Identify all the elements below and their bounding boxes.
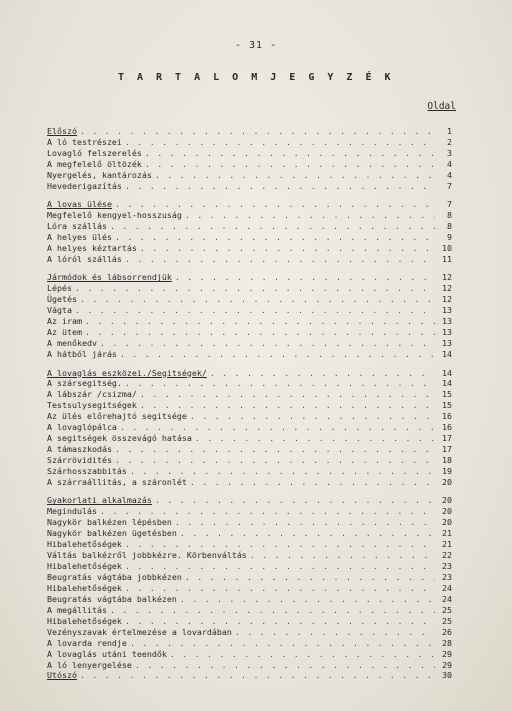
toc-entry-row xyxy=(47,477,452,488)
dot-leader xyxy=(125,539,435,550)
toc-entry-row xyxy=(47,181,452,192)
toc-entry-label: Az ülés előrehajtó segitsége xyxy=(47,411,187,422)
dot-leader xyxy=(180,528,435,539)
toc-entry-label: A lóról szállás xyxy=(47,253,122,264)
toc-entry-label: A szárraállitás, a száronlét xyxy=(47,476,187,487)
toc-entry-label: Lovagló felszerelés xyxy=(47,147,142,158)
toc-entry-page: 15 xyxy=(442,389,452,400)
toc-entry-row xyxy=(47,627,452,638)
dot-leader xyxy=(85,327,435,338)
toc-entry-label: Jármódok és lábsorrendjük xyxy=(47,272,172,283)
toc-entry-row xyxy=(47,221,452,232)
toc-entry-page: 21 xyxy=(442,539,452,550)
toc-entry-page: 24 xyxy=(442,582,452,593)
toc-entry-label: Ügetés xyxy=(47,294,77,305)
dot-leader xyxy=(125,616,435,627)
toc-entry-page: 25 xyxy=(442,615,452,626)
toc-entry-page: 29 xyxy=(442,648,452,659)
toc-entry-label: Beugratás vágtába balkézen xyxy=(47,593,177,604)
toc-entry-label: A segitségek összevágó hatása xyxy=(47,433,192,444)
dot-leader xyxy=(75,283,435,294)
toc-entry-label: Lépés xyxy=(47,283,72,294)
dot-leader xyxy=(115,232,435,243)
toc-entry-page: 8 xyxy=(447,210,452,221)
toc-entry-row xyxy=(47,444,452,455)
toc-entry-page: 25 xyxy=(442,604,452,615)
toc-entry-label: A lovas ülése xyxy=(47,199,112,210)
dot-leader xyxy=(120,422,435,433)
toc-entry-row xyxy=(47,389,452,400)
page-column-header: Oldal xyxy=(427,101,456,112)
toc-entry-page: 20 xyxy=(442,495,452,506)
dot-leader xyxy=(155,170,435,181)
dot-leader xyxy=(125,181,435,192)
dot-leader xyxy=(185,210,435,221)
toc-entry-label: A megállitás xyxy=(47,604,107,615)
toc-entry-row xyxy=(47,455,452,466)
dot-leader xyxy=(235,627,435,638)
toc-entry-label: Az iram xyxy=(47,316,82,327)
toc-entry-label: Megfelelő kengyel-hosszuság xyxy=(47,210,182,221)
toc-entry-page: 7 xyxy=(447,199,452,210)
toc-entry-row xyxy=(47,594,452,605)
toc-entry-row xyxy=(47,378,452,389)
toc-entry-row xyxy=(47,254,452,265)
dot-leader xyxy=(210,368,435,379)
toc-entry-label: A ló testrészei xyxy=(47,136,122,147)
toc-entry-row xyxy=(47,338,452,349)
toc-entry-page: 8 xyxy=(447,221,452,232)
dot-leader xyxy=(80,126,435,137)
toc-heading-row xyxy=(47,368,452,379)
dot-leader xyxy=(130,466,435,477)
toc-entry-label: A helyes kéztartás xyxy=(47,242,137,253)
toc-entry-row xyxy=(47,433,452,444)
toc-entry-label: Hibalehetőségek xyxy=(47,582,122,593)
toc-entry-label: A lovaglás eszközei./Segitségek/ xyxy=(47,367,207,378)
dot-leader xyxy=(115,199,435,210)
dot-leader xyxy=(185,572,435,583)
dot-leader xyxy=(190,477,435,488)
dot-leader xyxy=(145,148,435,159)
toc-entry-page: 19 xyxy=(442,465,452,476)
dot-leader xyxy=(140,400,435,411)
toc-entry-label: Hibalehetőségek xyxy=(47,615,122,626)
toc-entry-page: 13 xyxy=(442,327,452,338)
toc-entry-page: 13 xyxy=(442,338,452,349)
toc-entry-label: Hibalehetőségek xyxy=(47,561,122,572)
dot-leader xyxy=(130,638,435,649)
toc-entry-label: Testsulysegitségek xyxy=(47,400,137,411)
dot-leader xyxy=(125,378,435,389)
toc-entry-page: 22 xyxy=(442,550,452,561)
toc-entry-label: Gyakorlati alkalmazás xyxy=(47,495,152,506)
toc-entry-row xyxy=(47,349,452,360)
toc-entry-label: Lóra szállás xyxy=(47,221,107,232)
toc-entry-page: 1 xyxy=(447,126,452,136)
toc-entry-row xyxy=(47,422,452,433)
toc-entry-label: A menőkedv xyxy=(47,338,97,349)
toc-entry-page: 30 xyxy=(442,670,452,681)
toc-entry-row xyxy=(47,517,452,528)
dot-leader xyxy=(250,550,435,561)
toc-entry-row xyxy=(47,572,452,583)
toc-entry-row xyxy=(47,638,452,649)
toc-entry-row xyxy=(47,305,452,316)
dot-leader xyxy=(140,243,435,254)
toc-entry-label: Vágta xyxy=(47,305,72,316)
dot-leader xyxy=(125,583,435,594)
toc-entry-row xyxy=(47,528,452,539)
dot-leader xyxy=(145,159,435,170)
toc-entry-page: 15 xyxy=(442,400,452,411)
dot-leader xyxy=(115,455,435,466)
toc-entry-row xyxy=(47,210,452,221)
toc-entry-page: 14 xyxy=(442,349,452,359)
dot-leader xyxy=(125,254,435,265)
toc-entry-label: Előszó xyxy=(47,126,77,136)
toc-entry-row xyxy=(47,137,452,148)
toc-entry-label: A hátból járás xyxy=(47,349,117,359)
toc-entry-row xyxy=(47,170,452,181)
toc-entry-page: 4 xyxy=(447,158,452,169)
toc-entry-page: 23 xyxy=(442,572,452,582)
toc-entry-page: 14 xyxy=(442,378,452,389)
dot-leader xyxy=(110,221,435,232)
toc-entry-row xyxy=(47,400,452,411)
toc-entry-page: 23 xyxy=(442,561,452,572)
toc-entry-label: Beugratás vágtába jobbkézen xyxy=(47,572,182,582)
dot-leader xyxy=(120,349,435,360)
toc-entry-row xyxy=(47,411,452,422)
toc-entry-page: 24 xyxy=(442,593,452,604)
toc-entry-label: Az ütem xyxy=(47,327,82,338)
toc-entry-page: 2 xyxy=(447,136,452,147)
dot-leader xyxy=(100,338,435,349)
dot-leader xyxy=(115,444,435,455)
dot-leader xyxy=(100,506,435,517)
toc-entry-row xyxy=(47,583,452,594)
dot-leader xyxy=(75,305,435,316)
toc-entry-page: 4 xyxy=(447,169,452,180)
toc-entry-page: 9 xyxy=(447,232,452,243)
toc-entry-page: 16 xyxy=(442,422,452,433)
dot-leader xyxy=(170,649,435,660)
toc-entry-page: 11 xyxy=(442,253,452,264)
toc-entry-label: A lovarda rendje xyxy=(47,637,127,648)
toc-entry-row xyxy=(47,539,452,550)
toc-entry-label: Nagykör balkézen lépésben xyxy=(47,517,172,528)
toc-entry-page: 17 xyxy=(442,444,452,455)
dot-leader xyxy=(80,670,435,681)
toc-entry-label: A ló lenyergelése xyxy=(47,659,132,670)
toc-entry-page: 12 xyxy=(442,294,452,305)
toc-entry-row xyxy=(47,605,452,616)
toc-entry-label: Nagykör balkézen ügetésben xyxy=(47,528,177,539)
toc-entry-label: Vezényszavak értelmezése a lovardában xyxy=(47,626,232,637)
toc-heading-row xyxy=(47,495,452,506)
toc-entry-page: 3 xyxy=(447,147,452,158)
toc-entry-row xyxy=(47,294,452,305)
dot-leader xyxy=(190,411,435,422)
toc-section xyxy=(47,126,452,192)
toc-entry-row xyxy=(47,616,452,627)
toc-entry-label: Szárhosszabbitás xyxy=(47,465,127,476)
toc-entry-page: 13 xyxy=(442,305,452,316)
toc-entry-label: Megindulás xyxy=(47,506,97,517)
toc-entry-label: A támaszkodás xyxy=(47,444,112,455)
toc-entry-page: 13 xyxy=(442,316,452,327)
toc-entry-row xyxy=(47,283,452,294)
toc-entry-page: 28 xyxy=(442,637,452,648)
toc-entry-page: 14 xyxy=(442,367,452,378)
toc-entry-page: 26 xyxy=(442,626,452,637)
toc-entry-page: 21 xyxy=(442,528,452,539)
toc-entry-row xyxy=(47,148,452,159)
toc-section xyxy=(47,368,452,488)
toc-entry-label: A helyes ülés xyxy=(47,232,112,243)
toc-entry-page: 29 xyxy=(442,659,452,670)
dot-leader xyxy=(175,272,435,283)
dot-leader xyxy=(140,389,435,400)
toc-entry-label: A megfelelő öltözék xyxy=(47,158,142,169)
toc-heading-row xyxy=(47,199,452,210)
toc-entry-row xyxy=(47,327,452,338)
toc-entry-row xyxy=(47,506,452,517)
toc-entry-page: 16 xyxy=(442,411,452,422)
toc-entry-page: 20 xyxy=(442,506,452,517)
dot-leader xyxy=(125,561,435,572)
toc-entry-label: A szársegitség. xyxy=(47,378,122,389)
dot-leader xyxy=(180,594,435,605)
toc-entry-label: A lovaglás utáni teendők xyxy=(47,648,167,659)
table-of-contents xyxy=(47,126,452,689)
toc-entry-row xyxy=(47,561,452,572)
toc-entry-label: Hevederigazítás xyxy=(47,180,122,191)
dot-leader xyxy=(155,495,435,506)
page-number: - 31 - xyxy=(234,40,278,51)
toc-heading-row xyxy=(47,272,452,283)
toc-entry-label: Nyergelés, kantározás xyxy=(47,169,152,180)
toc-entry-row xyxy=(47,232,452,243)
toc-entry-page: 7 xyxy=(447,180,452,191)
toc-entry-row xyxy=(47,466,452,477)
toc-entry-page: 20 xyxy=(442,517,452,528)
dot-leader xyxy=(175,517,435,528)
toc-entry-row xyxy=(47,649,452,660)
dot-leader xyxy=(125,137,435,148)
toc-heading-row xyxy=(47,670,452,681)
toc-entry-row xyxy=(47,159,452,170)
toc-entry-page: 17 xyxy=(442,433,452,444)
document-title: T A R T A L O M J E G Y Z É K xyxy=(117,72,395,83)
toc-entry-page: 18 xyxy=(442,455,452,466)
dot-leader xyxy=(195,433,435,444)
toc-entry-label: A lovaglópálca xyxy=(47,422,117,433)
toc-entry-page: 12 xyxy=(442,283,452,294)
toc-entry-label: Utószó xyxy=(47,670,77,681)
toc-entry-row xyxy=(47,316,452,327)
toc-entry-page: 20 xyxy=(442,476,452,487)
toc-section xyxy=(47,199,452,265)
toc-entry-page: 10 xyxy=(442,242,452,253)
dot-leader xyxy=(80,294,435,305)
toc-entry-label: Váltás balkézről jobbkézre. Körbenváltás xyxy=(47,550,247,561)
toc-entry-row xyxy=(47,243,452,254)
toc-section xyxy=(47,495,452,681)
toc-entry-label: Szárrövidités xyxy=(47,455,112,466)
toc-heading-row xyxy=(47,126,452,137)
toc-entry-row xyxy=(47,660,452,671)
toc-entry-label: Hibalehetőségek xyxy=(47,539,122,550)
dot-leader xyxy=(110,605,435,616)
dot-leader xyxy=(135,660,435,671)
toc-entry-row xyxy=(47,550,452,561)
toc-section xyxy=(47,272,452,360)
toc-entry-label: A lábszár /csizma/ xyxy=(47,389,137,400)
toc-entry-page: 12 xyxy=(442,272,452,283)
dot-leader xyxy=(85,316,435,327)
